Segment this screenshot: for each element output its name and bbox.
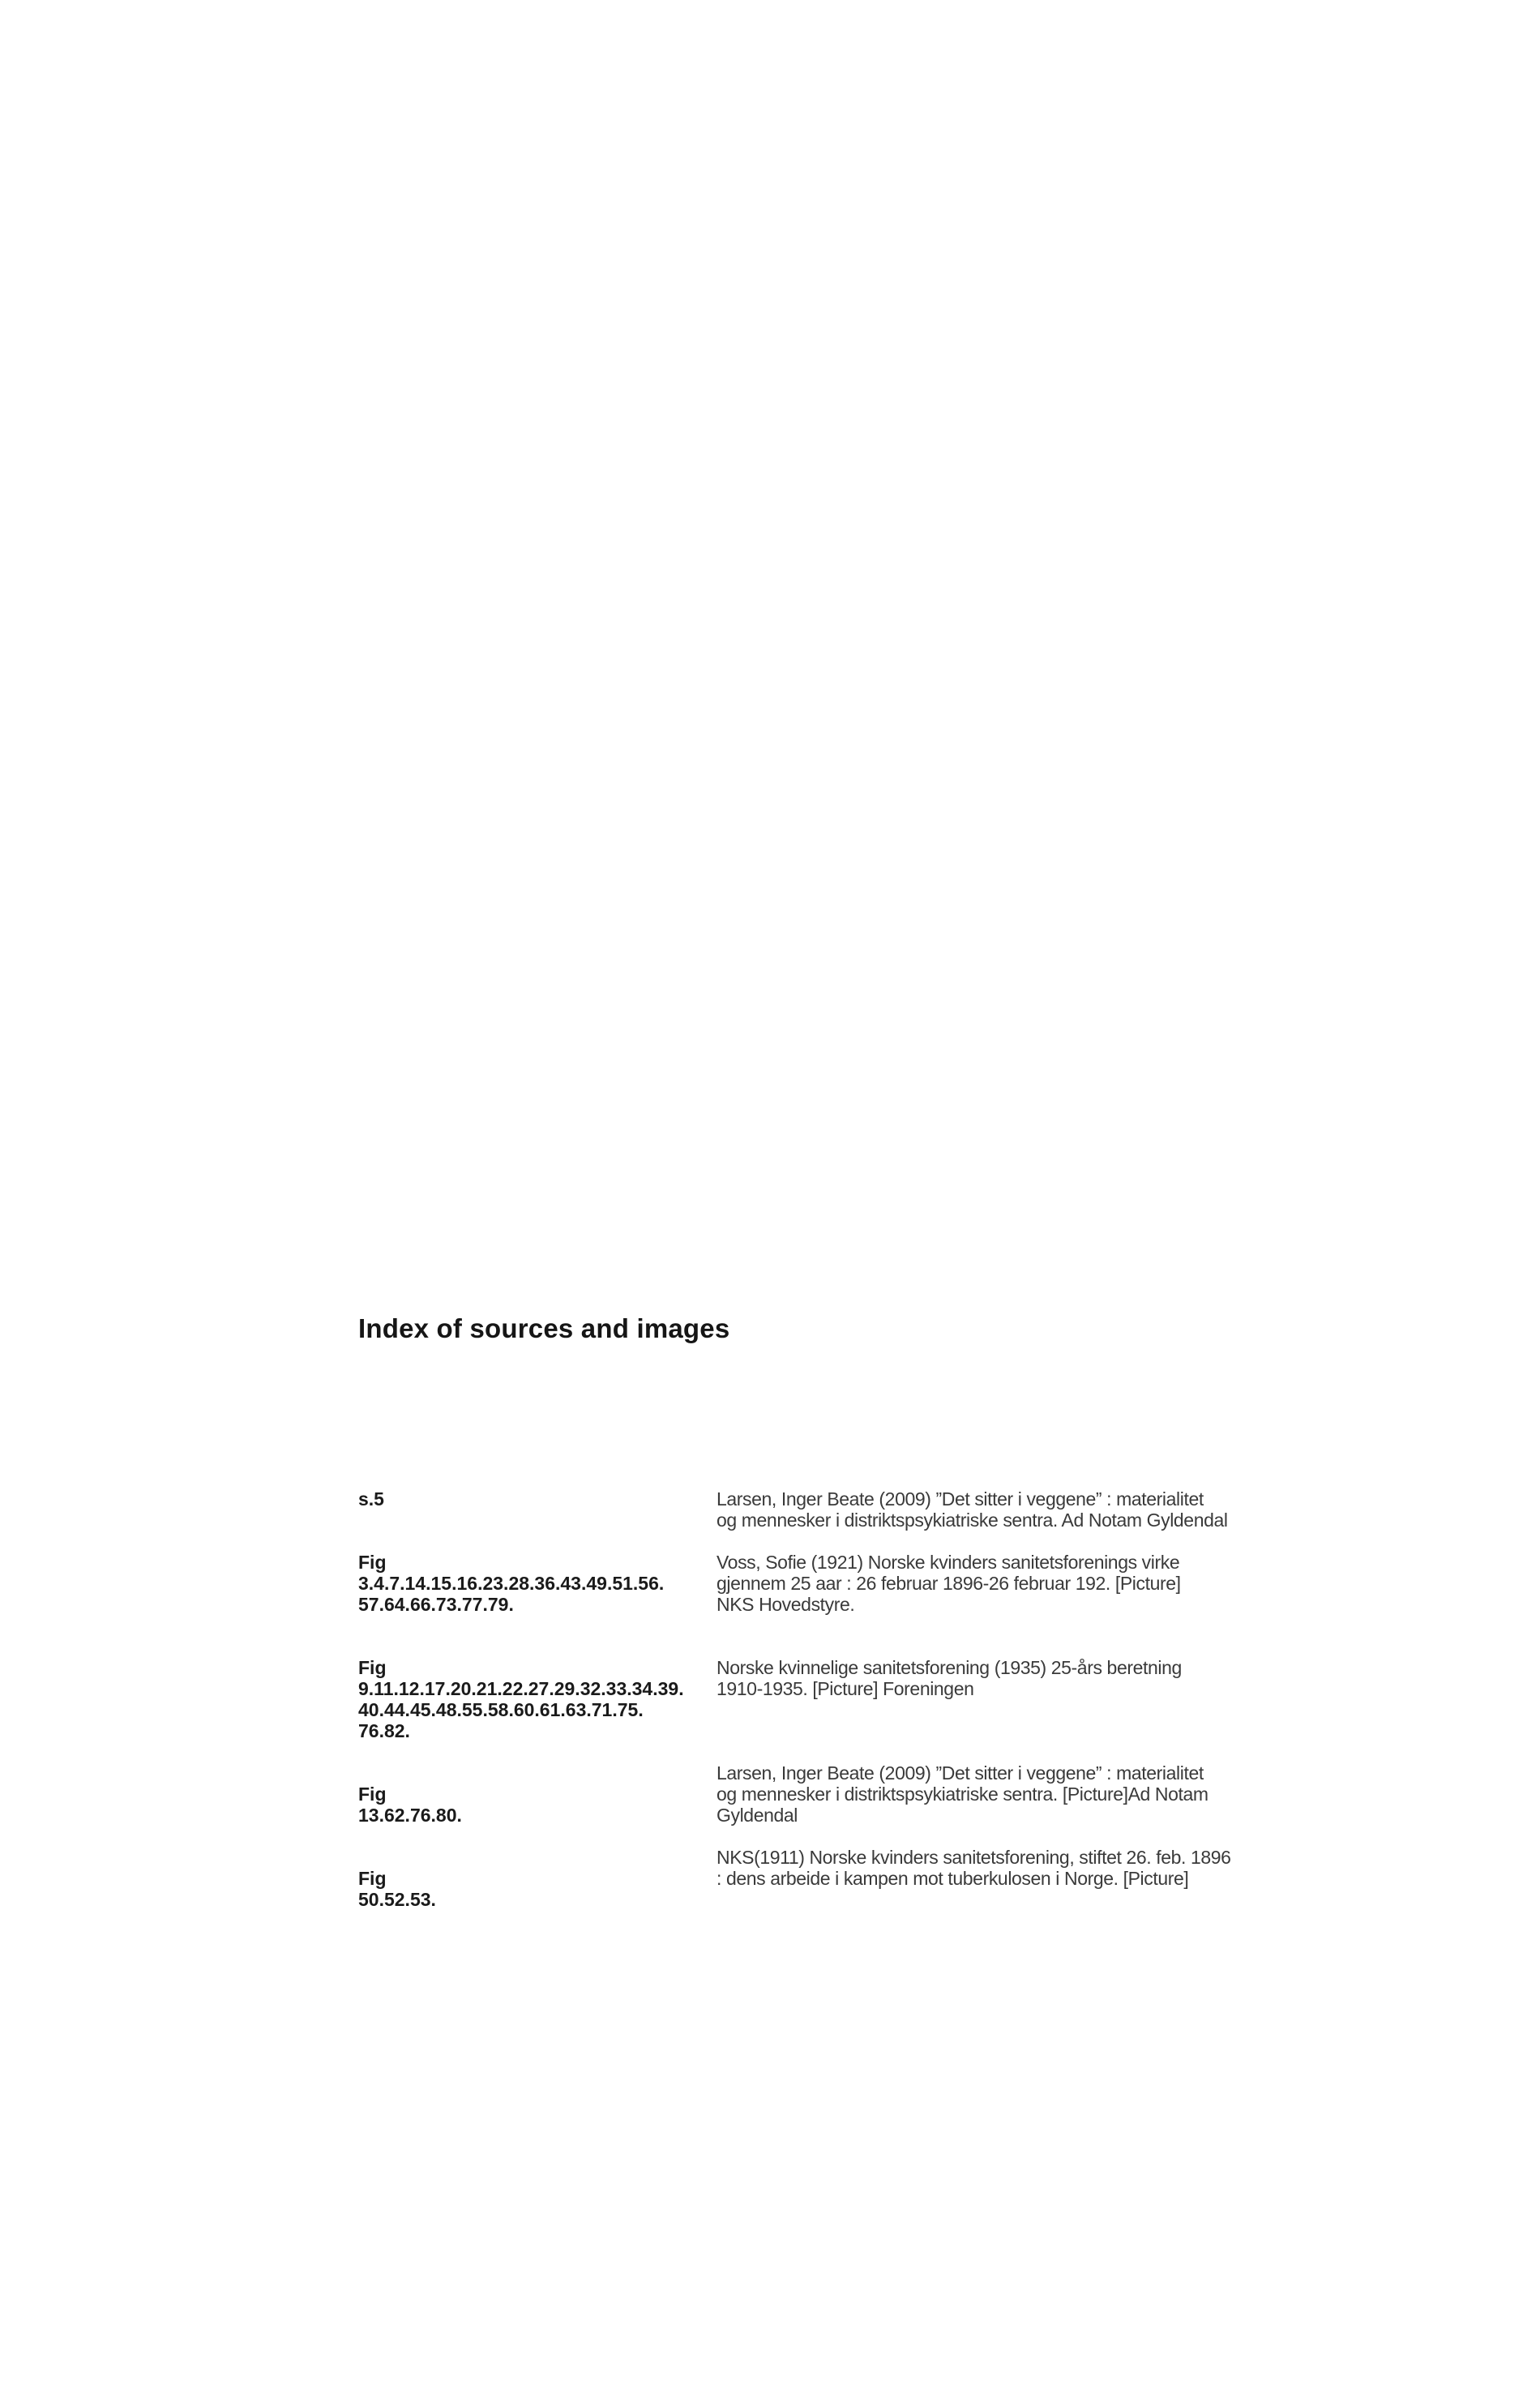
ref-line: 76.82. — [358, 1720, 410, 1741]
entry-ref-3 — [358, 1657, 715, 1741]
ref-line: 3.4.7.14.15.16.23.28.36.43.49.51.56. — [358, 1573, 665, 1594]
source-line: Larsen, Inger Beate (2009) ”Det sitter i veggene” : materialitet — [717, 1488, 1204, 1510]
ref-line: Fig — [358, 1784, 387, 1805]
ref-line: 50.52.53. — [358, 1889, 436, 1910]
entry-source-5 — [717, 1847, 1235, 1889]
ref-line: 57.64.66.73.77.79. — [358, 1594, 514, 1615]
source-line: Larsen, Inger Beate (2009) ”Det sitter i veggene” : materialitet — [717, 1762, 1204, 1784]
source-line: Voss, Sofie (1921) Norske kvinders sanitetsforenings virke — [717, 1552, 1180, 1573]
ref-line: 9.11.12.17.20.21.22.27.29.32.33.34.39. — [358, 1678, 684, 1699]
ref-line: 40.44.45.48.55.58.60.61.63.71.75. — [358, 1699, 644, 1720]
entry-source-2 — [717, 1552, 1235, 1615]
entry-ref-4 — [358, 1784, 715, 1826]
source-line: 1910-1935. [Picture] Foreningen — [717, 1678, 974, 1699]
entry-ref-2 — [358, 1552, 715, 1615]
source-line: : dens arbeide i kampen mot tuberkulosen i Norge. [Picture] — [717, 1868, 1189, 1889]
entry-source-3 — [717, 1657, 1235, 1699]
ref-line: s.5 — [358, 1488, 384, 1510]
page-title: Index of sources and images — [358, 1313, 730, 1343]
source-line: gjennem 25 aar : 26 februar 1896-26 februar 192. [Picture] — [717, 1573, 1181, 1594]
ref-line: Fig — [358, 1868, 387, 1889]
entry-source-4 — [717, 1762, 1235, 1826]
ref-line: Fig — [358, 1552, 387, 1573]
source-line: Gyldendal — [717, 1805, 798, 1826]
source-line: og mennesker i distriktspsykiatriske sentra. [Picture]Ad Notam — [717, 1784, 1208, 1805]
entry-ref-1 — [358, 1488, 715, 1510]
entry-ref-5 — [358, 1868, 715, 1910]
source-line: NKS(1911) Norske kvinders sanitetsforening, stiftet 26. feb. 1896 — [717, 1847, 1231, 1868]
source-line: Norske kvinnelige sanitetsforening (1935) 25-års beretning — [717, 1657, 1182, 1678]
source-line: NKS Hovedstyre. — [717, 1594, 855, 1615]
ref-line: 13.62.76.80. — [358, 1805, 462, 1826]
ref-line: Fig — [358, 1657, 387, 1678]
entry-source-1 — [717, 1488, 1235, 1531]
source-line: og mennesker i distriktspsykiatriske sentra. Ad Notam Gyldendal — [717, 1510, 1228, 1531]
